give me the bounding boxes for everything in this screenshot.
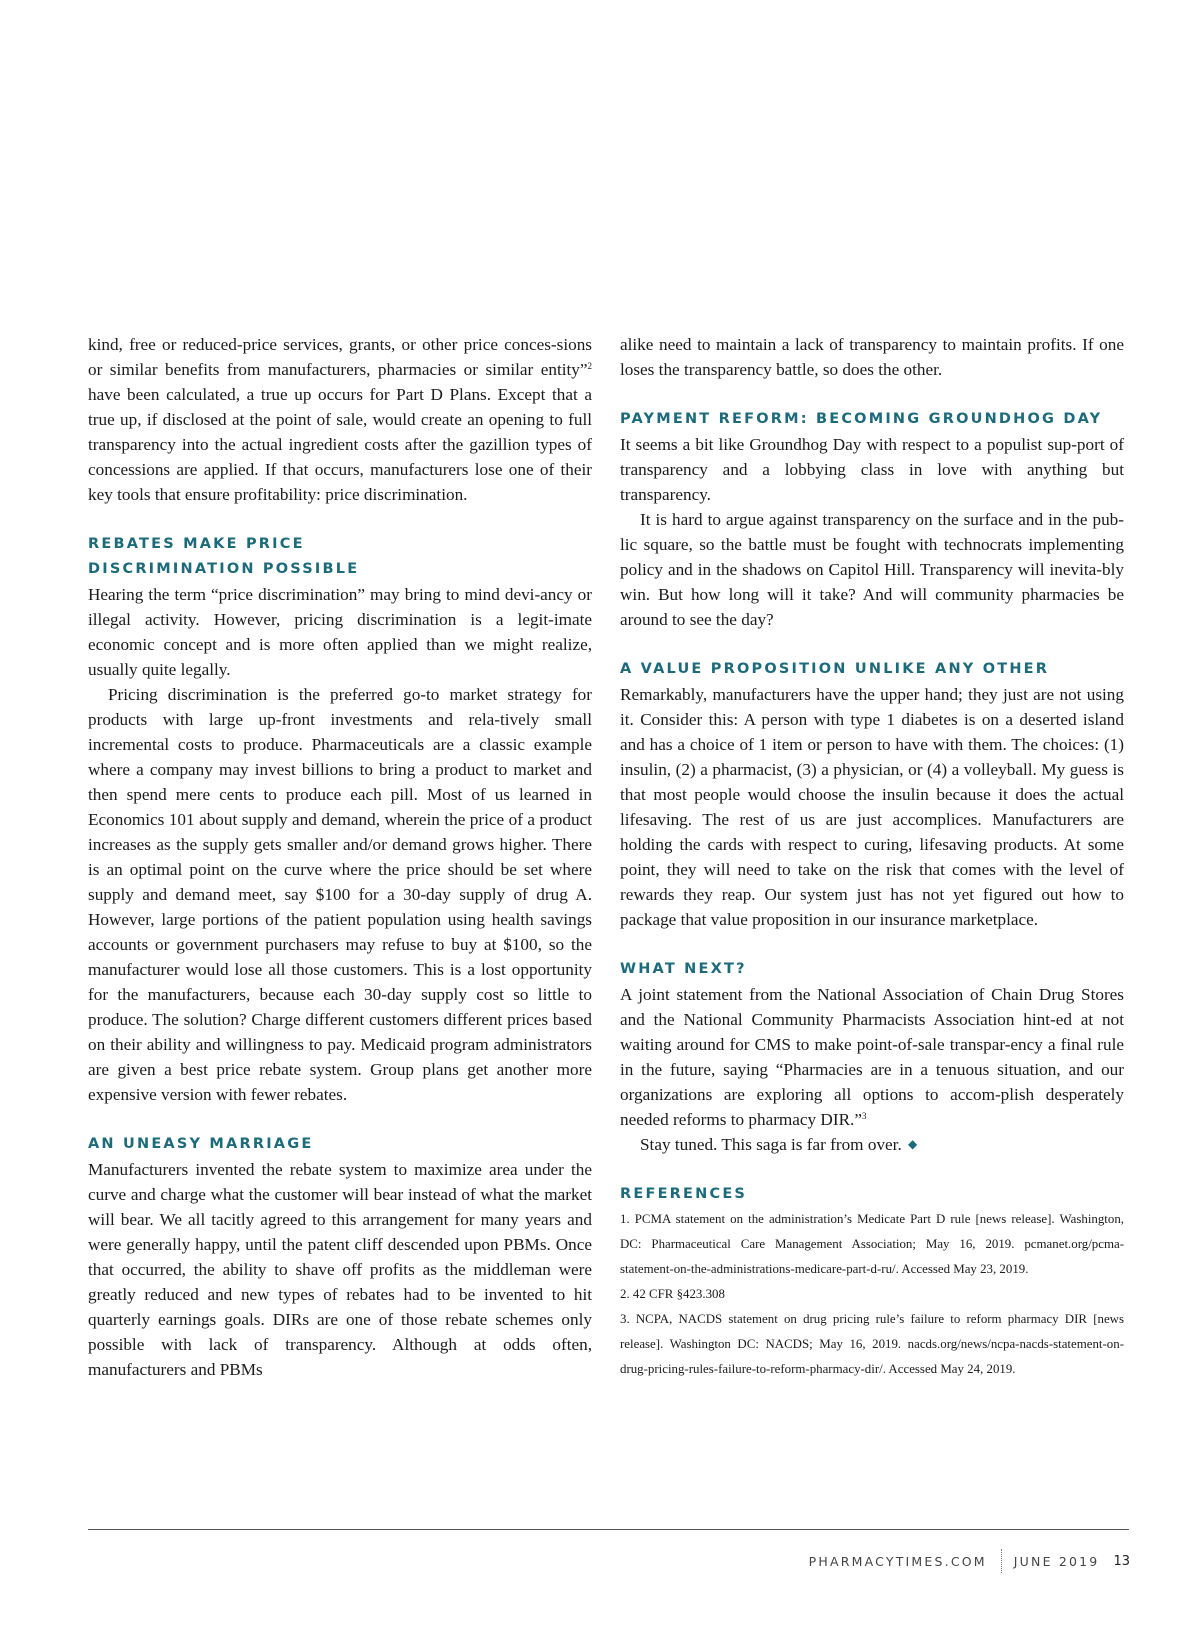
footnote-ref-3: 3 — [861, 1111, 867, 1121]
value-paragraph: Remarkably, manufacturers have the upper hand; they just are not using it. Consider this: A person with type 1 diabetes is on a deserted island and has a choice of 1 item or person to have with them. The choices: (1) insulin, (2) a pharmacist, (3) a physician, or (4) a volleyball. My guess is that most people would choose the insulin because it does the actual lifesaving. The rest of us are just accomplices. Manufacturers are holding the cards with respect to curing, lifesaving products. At some point, they will need to take on the risk that comes with the level of rewards they reap. Our system just has not yet figured out how to package that value proposition in our insurance marketplace. — [620, 685, 1124, 929]
references-list — [620, 1207, 1124, 1382]
rebates-paragraph-2: Pricing discrimination is the preferred go-to market strategy for products with large up-front investments and rela-tively small incremental costs to produce. Pharmaceuticals are a classic example where a company may invest billions to bring a product to market and then spend mere cents to produce each pill. Most of us learned in Economics 101 about supply and demand, wherein the price of a product increases as the supply gets smaller and/or demand grows higher. There is an optimal point on the curve where the price should be set where supply and demand meet, say $100 for a 30-day supply of drug A. However, large portions of the patient population using health savings accounts or government purchasers may refuse to buy at $100, so the manufacturer would lose all those customers. This is a lost opportunity for the manufacturers, because each 30-day supply cost so little to produce. The solution? Charge different customers different prices based on their ability and willingness to pay. Medicaid program administrators are given a best price rebate system. Group plans get another more expensive version with fewer rebates. — [88, 685, 592, 1104]
closing-text: Stay tuned. This saga is far from over. — [640, 1135, 902, 1154]
end-mark-icon: ◆ — [908, 1137, 918, 1151]
marriage-paragraph: Manufacturers invented the rebate system to maximize area under the curve and charge what the customer will bear instead of what the market will bear. We all tacitly agreed to this arrangement for many years and were generally happy, until the patent cliff descended upon PBMs. Once that occurred, the ability to shave off profits as the middleman were greatly reduced and new types of rebates had to be invented to hit quarterly earnings goals. DIRs are one of those rebate schemes only possible with lack of transparency. Although at odds often, manufacturers and PBMs — [88, 1160, 592, 1379]
rebates-paragraph-1: Hearing the term “price discrimination” may bring to mind devi-ancy or illegal activity. However, pricing discrimination is a legit-imate economic concept and is more often applied than we might realize, usually quite legally. — [88, 585, 592, 679]
footer-separator — [1001, 1549, 1002, 1573]
reference-item: 3. NCPA, NACDS statement on drug pricing rule’s failure to reform pharmacy DIR [news release]. Washington DC: NACDS; May 16, 2019. nacds.org/news/ncpa-nacds-statement-on-drug-pricing-rules-failure-to-reform-pharmacy-dir/. Accessed May 24, 2019. — [620, 1312, 1124, 1376]
page-number: 13 — [1113, 1553, 1130, 1569]
intro-paragraph — [88, 332, 592, 507]
footer-rule — [88, 1529, 1129, 1530]
references-heading: REFERENCES — [620, 1186, 748, 1202]
payment-paragraph-1: It seems a bit like Groundhog Day with respect to a populist sup-port of transparency and a lobbying class in love with anything but transparency. — [620, 435, 1124, 504]
rebates-heading-line-2: DISCRIMINATION POSSIBLE — [88, 561, 360, 577]
payment-heading: PAYMENT REFORM: BECOMING GROUNDHOG DAY — [620, 411, 1103, 427]
continuation-paragraph: alike need to maintain a lack of transparency to maintain profits. If one loses the transparency battle, so does the other. — [620, 335, 1124, 379]
rebates-heading-line-1: REBATES MAKE PRICE — [88, 536, 305, 552]
page-footer — [809, 1548, 1130, 1574]
next-text: A joint statement from the National Association of Chain Drug Stores and the National Community Pharmacists Association hint-ed at not waiting around for CMS to make point-of-sale transpar-ency a final rule in the future, saying “Pharmacies are in a tenuous situation, and our organizations are exploring all options to accom-plish desperately needed reforms to pharmacy DIR.” — [620, 985, 1124, 1129]
intro-text: kind, free or reduced-price services, grants, or other price conces-sions or similar benefits from manufacturers, pharmacies or similar entity” — [88, 335, 592, 379]
marriage-heading: AN UNEASY MARRIAGE — [88, 1136, 314, 1152]
intro-text-cont: have been calculated, a true up occurs for Part D Plans. Except that a true up, if disclosed at the point of sale, would create an opening to full transparency into the actual ingredient costs after the gazillion types of concessions are applied. If that occurs, manufacturers lose one of their key tools that ensure profitability: price discrimination. — [88, 385, 592, 504]
next-paragraph-2 — [620, 1132, 1124, 1157]
next-heading: WHAT NEXT? — [620, 961, 747, 977]
footnote-ref-2: 2 — [587, 361, 592, 371]
left-column — [88, 332, 592, 1382]
value-heading: A VALUE PROPOSITION UNLIKE ANY OTHER — [620, 661, 1050, 677]
right-column — [620, 332, 1124, 1382]
reference-item: 2. 42 CFR §423.308 — [620, 1287, 725, 1301]
payment-paragraph-2: It is hard to argue against transparency on the surface and in the pub-lic square, so the battle must be fought with technocrats implementing policy and in the shadows on Capitol Hill. Transparency will inevita-bly win. But how long will it take? And will community pharmacies be around to see the day? — [620, 510, 1124, 629]
footer-site: PHARMACYTIMES.COM — [808, 1553, 987, 1569]
next-paragraph-1 — [620, 982, 1124, 1132]
reference-item: 1. PCMA statement on the administration’s Medicate Part D rule [news release]. Washington, DC: Pharmaceutical Care Management Association; May 16, 2019. pcmanet.org/pcma-statement-on-the-administrations-medicare-part-d-ru/. Accessed May 23, 2019. — [620, 1212, 1124, 1276]
footer-date: JUNE 2019 — [1013, 1553, 1100, 1569]
